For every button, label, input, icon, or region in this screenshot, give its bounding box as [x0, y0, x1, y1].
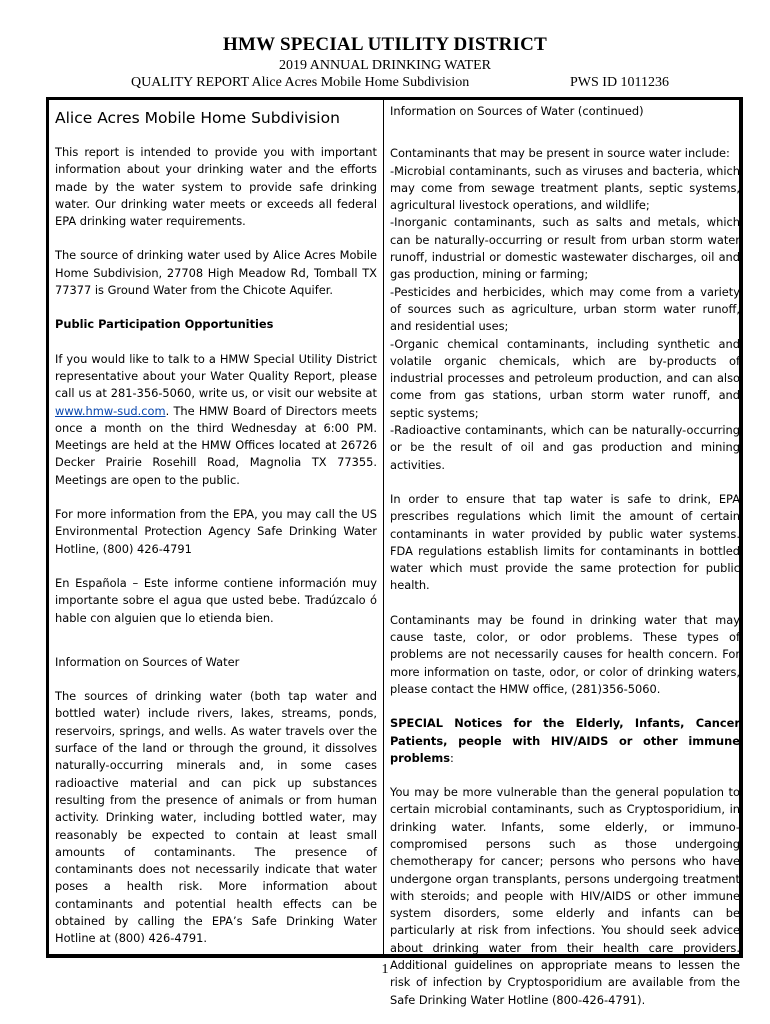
contaminant-line: -Radioactive contaminants, which can be naturally-occurring or be the result of oil and gas production and mining activities.	[390, 423, 740, 472]
special-heading-colon: :	[450, 750, 454, 765]
website-link[interactable]: www.hmw-sud.com	[55, 403, 166, 418]
report-subtitle: 2019 ANNUAL DRINKING WATER	[279, 58, 491, 73]
epa-paragraph: For more information from the EPA, you may call the US Environmental Protection Agency Safe Drinking Water Hotline, (800) 426-4791	[55, 507, 377, 556]
participation-paragraph	[55, 351, 377, 489]
participation-heading: Public Participation Opportunities	[55, 317, 274, 332]
taste-paragraph: Contaminants may be found in drinking water that may cause taste, color, or odor problems. These types of problems are not necessarily causes for health concern. For more information on taste, odor, or color of drinking waters, please contact the HMW office, (281)356-5060.	[390, 612, 740, 696]
contaminant-line: Contaminants that may be present in source water include:	[390, 146, 730, 161]
report-title: HMW SPECIAL UTILITY DISTRICT	[223, 34, 547, 55]
pws-id: PWS ID 1011236	[570, 75, 670, 90]
special-notices-heading	[390, 715, 740, 767]
contaminant-line: -Inorganic contaminants, such as salts and metals, which can be naturally-occurring or result from urban storm water runoff, industrial or domestic wastewater discharges, oil and gas production, mining or farming;	[390, 215, 740, 282]
continued-heading: Information on Sources of Water (continued)	[390, 104, 644, 118]
sources-heading: Information on Sources of Water	[55, 654, 240, 669]
page-number: 1	[381, 962, 389, 977]
right-column	[390, 103, 740, 1009]
section-title: Alice Acres Mobile Home Subdivision	[55, 109, 340, 127]
source-paragraph: The source of drinking water used by Alice Acres Mobile Home Subdivision, 27708 High Meadow Rd, Tomball TX 77377 is Ground Water from the Chicote Aquifer.	[55, 248, 377, 298]
contaminant-line: -Microbial contaminants, such as viruses and bacteria, which may come from sewage treatment plants, septic systems, agricultural livestock operations, and wildlife;	[390, 163, 740, 213]
special-notices-paragraph: You may be more vulnerable than the general population to certain microbial contaminants, such as Cryptosporidium, in drinking water. Infants, some elderly, or immuno-compromised persons such as those undergoing chemotherapy for cancer; persons who persons who have undergone organ transplants, persons undergoing treatment with steroids; and people with HIV/AIDS or other immune system disorders, some elderly and infants can be particularly at risk from infections. You should seek advice about drinking water from their health care providers. Additional guidelines on appropriate means to lessen the risk of infection by Cryptosporidium are available from the Safe Drinking Water Hotline (800-426-4791).	[390, 785, 740, 1007]
spanish-paragraph: En Española – Este informe contiene información muy importante sobre el agua que usted bebe. Tradúzcalo ó hable con alguien que lo etienda bien.	[55, 575, 377, 625]
contaminant-line: -Pesticides and herbicides, which may come from a variety of sources such as agriculture, urban storm water runoff, and residential uses;	[390, 284, 740, 334]
special-heading-text: SPECIAL Notices for the Elderly, Infants, Cancer Patients, people with HIV/AIDS or other immune problems	[390, 716, 740, 765]
epa-regulations-paragraph: In order to ensure that tap water is safe to drink, EPA prescribes regulations which limit the amount of certain contaminants in water provided by public water systems. FDA regulations establish limits for contaminants in bottled water which must provide the same protection for public health.	[390, 491, 740, 593]
contaminant-line: -Organic chemical contaminants, including synthetic and volatile organic chemicals, which are by-products of industrial processes and petroleum production, and can also come from gas stations, urban storm water runoff, and septic systems;	[390, 336, 740, 420]
subdivision-label: QUALITY REPORT Alice Acres Mobile Home Subdivision	[131, 75, 470, 90]
participation-text-a: If you would like to talk to a HMW Special Utility District representative about your Water Quality Report, please call us at 281-356-5060, write us, or visit our website at	[55, 351, 377, 401]
intro-paragraph: This report is intended to provide you with important information about your drinking water and the efforts made by the water system to provide safe drinking water. Our drinking water meets or exceeds all federal EPA drinking water requirements.	[55, 145, 377, 229]
sources-paragraph: The sources of drinking water (both tap water and bottled water) include rivers, lakes, streams, ponds, reservoirs, springs, and wells. As water travels over the surface of the land or through the ground, it dissolves naturally-occurring minerals and, in some cases radioactive material and can pick up substances resulting from the presence of animals or from human activity. Drinking water, including bottled water, may reasonably be expected to contain at least small amounts of contaminants. The presence of contaminants does not necessarily indicate that water poses a health risk. More information about contaminants and potential health effects can be obtained by calling the EPA’s Safe Drinking Water Hotline at (800) 426-4791.	[55, 689, 377, 946]
left-column	[55, 103, 377, 948]
participation-text-b: . The HMW Board of Directors meets once a month on the third Wednesday at 6:00 PM. Meetings are held at the HMW Offices located at 26726 Decker Prairie Rosehill Road, Magnolia TX 77355. Meetings are open to the public.	[55, 403, 377, 487]
column-divider	[383, 100, 384, 955]
